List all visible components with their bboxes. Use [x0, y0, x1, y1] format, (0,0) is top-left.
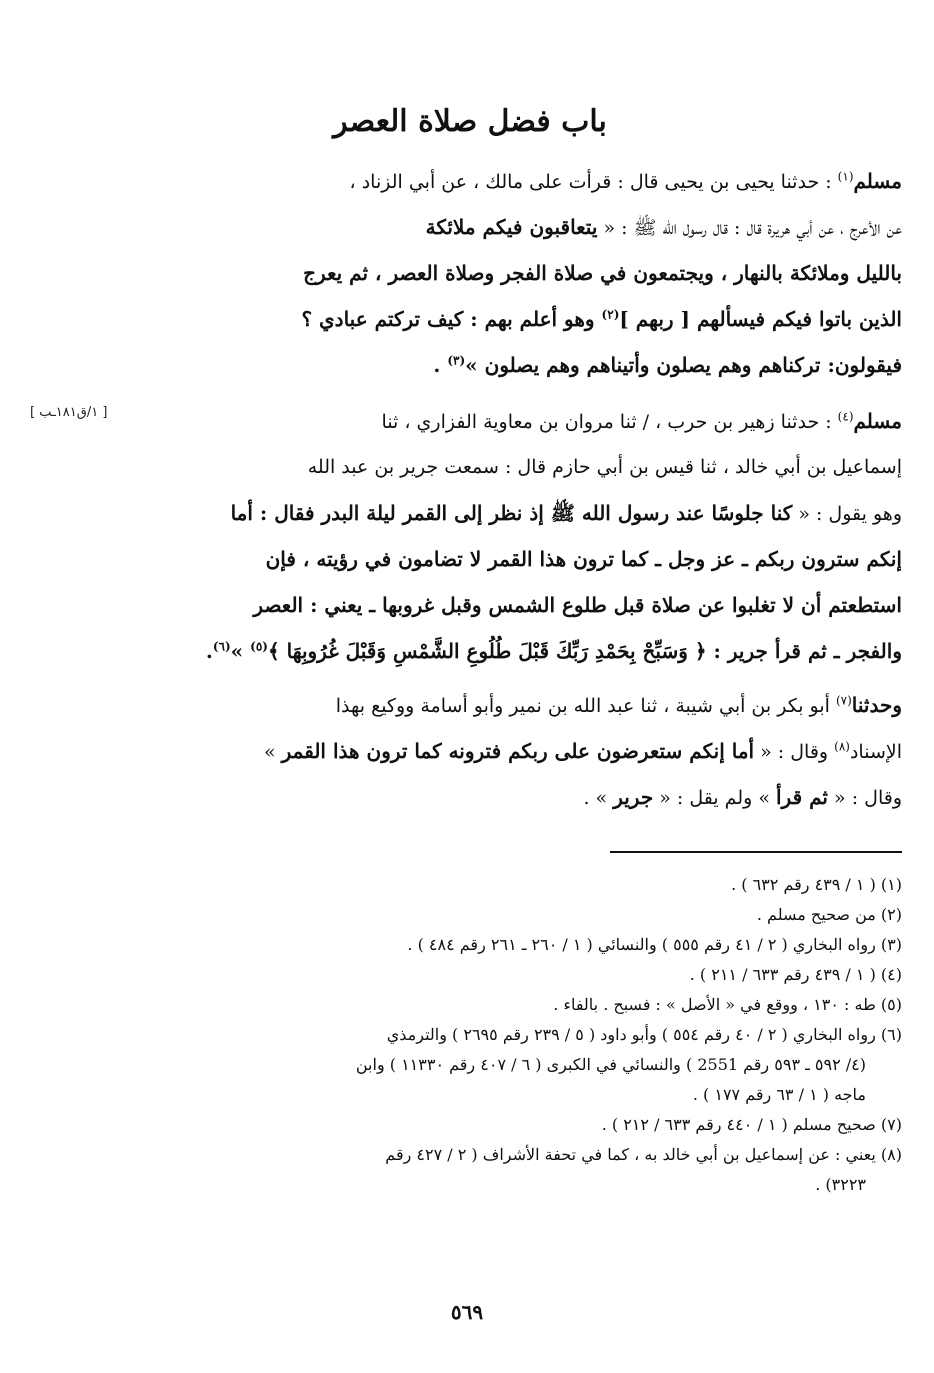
- footnote: (٦) رواه البخاري ( ٢ / ٤٠ رقم ٥٥٤ ) وأبو داود ( ٥ / ٢٣٩ رقم ٢٦٩٥ ) والترمذي: [386, 1025, 902, 1044]
- text-line: إنكم سترون ربكم ـ عز وجل ـ كما ترون هذا القمر لا تضامون في رؤيته ، فإن: [265, 547, 902, 571]
- footnote-ref: (٥): [250, 639, 268, 654]
- chapter-title: باب فضل صلاة العصر: [333, 104, 607, 139]
- text-line: بالليل وملائكة بالنهار ، ويجتمعون في صلاة الفجر وصلاة العصر ، ثم يعرج: [303, 261, 902, 285]
- footnote-ref: (٦): [212, 639, 231, 654]
- footnote-ref: (٧): [835, 693, 852, 708]
- text-line: مسلم$^{(٤)}$ : حدثنا زهير بن حرب ، / ثنا مروان بن معاوية الفزاري ، ثنا: [381, 409, 902, 433]
- footnote: (٥) طه : ١٣٠ ، ووقع في « الأصل » : فسبح . بالفاء .: [553, 995, 902, 1014]
- manuscript-folio-note: [ ١/ق١٨١ـب ]: [30, 405, 108, 420]
- footnote: (١) ( ١ / ٤٣٩ رقم ٦٣٢ ) .: [731, 875, 902, 894]
- footnotes: [160, 872, 902, 1202]
- footnote: (٣) رواه البخاري ( ٢ / ٤١ رقم ٥٥٥ ) والنسائي ( ١ / ٢٦٠ ـ ٢٦١ رقم ٤٨٤ ) .: [407, 935, 902, 954]
- text-line: إسماعيل بن أبي خالد ، ثنا قيس بن أبي حازم قال : سمعت جرير بن عبد الله: [307, 456, 902, 478]
- footnote-ref: (٨): [834, 739, 850, 754]
- footnote-continuation: ماجه ( ١ / ٦٣ رقم ١٧٧ ) .: [692, 1085, 866, 1104]
- footnote: (٧) صحيح مسلم ( ١ / ٤٤٠ رقم ٦٣٣ / ٢١٢ ) .: [601, 1115, 902, 1134]
- text-line: الذين باتوا فيكم فيسألهم [ ربهم ]$^{(٢)}$ وهو أعلم بهم : كيف تركتم عبادي ؟: [301, 307, 902, 331]
- hadith-paragraph-2: [160, 398, 902, 674]
- text-line: فيقولون: تركناهم وهم يصلون وأتيناهم وهم يصلون »$^{(٣)}$ .: [433, 353, 902, 377]
- text-line: وهو يقول : « كنا جلوسًا عند رسول الله ﷺ إذ نظر إلى القمر ليلة البدر فقال : أما: [230, 501, 902, 525]
- footnote-ref: (٢): [601, 307, 620, 322]
- footnote: (٢) من صحيح مسلم .: [756, 905, 902, 924]
- text-line: والفجر ـ ثم قرأ جرير : ﴿ وَسَبِّحْ بِحَمْدِ رَبِّكَ قَبْلَ طُلُوعِ الشَّمْسِ وَقَبْلَ غُرُوبِهَا ﴾$^{(٥)}$ »$^{(٦)}$.: [205, 639, 902, 663]
- footnote-ref: (٣): [447, 353, 466, 368]
- text-line: مسلم$^{(١)}$ : حدثنا يحيى بن يحيى قال : قرأت على مالك ، عن أبي الزناد ،: [349, 169, 902, 193]
- footnote-continuation: (٤/ ٥٩٢ ـ ٥٩٣ رقم 2551 ) والنسائي في الكبرى ( ٦ / ٤٠٧ رقم ١١٣٣٠ ) وابن: [355, 1055, 866, 1074]
- hadith-paragraph-1: [160, 158, 902, 388]
- footnote-continuation: ٣٢٢٣) .: [815, 1175, 866, 1194]
- footnote: (٨) يعني : عن إسماعيل بن أبي خالد به ، كما في تحفة الأشراف ( ٢ / ٤٢٧ رقم: [385, 1145, 902, 1164]
- text-line: استطعتم أن لا تغلبوا عن صلاة قبل طلوع الشمس وقبل غروبها ـ يعني : العصر: [253, 593, 902, 617]
- hadith-paragraph-3: [160, 682, 902, 820]
- footnote-ref: (٤): [837, 409, 854, 424]
- text-line: وقال : « ثم قرأ » ولم يقل : « جرير » .: [583, 785, 902, 809]
- text-line: عن الأعرج ، عن أبي هريرة قال : قال رسول الله ﷺ : « يتعاقبون فيكم ملائكة: [425, 215, 902, 239]
- page-number: ٥٦٩: [450, 1300, 484, 1324]
- text-line: وحدثنا$^{(٧)}$ أبو بكر بن أبي شيبة ، ثنا عبد الله بن نمير وأبو أسامة ووكيع بهذا: [335, 693, 902, 717]
- footnote-divider: [610, 851, 902, 853]
- footnote-ref: (١): [837, 169, 854, 184]
- text-line: الإسناد$^{(٨)}$ وقال : « أما إنكم ستعرضون على ربكم فترونه كما ترون هذا القمر »: [263, 739, 902, 763]
- footnote: (٤) ( ١ / ٤٣٩ رقم ٦٣٣ / ٢١١ ) .: [689, 965, 902, 984]
